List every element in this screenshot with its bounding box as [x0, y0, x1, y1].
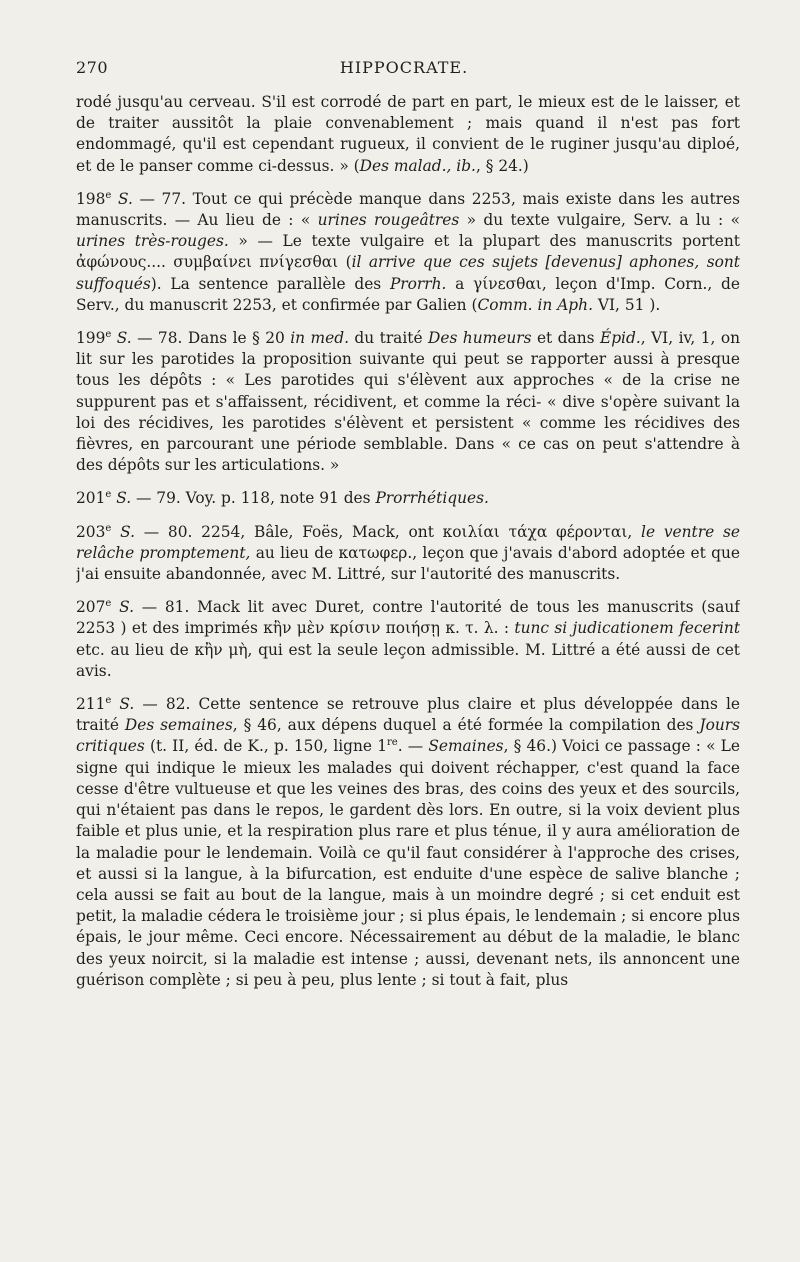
text-run: — 82. Cette sentence se retrouve plus claire et plus développée dans le traité — [76, 695, 740, 735]
paragraph — [76, 597, 740, 682]
paragraph — [76, 488, 740, 509]
superscript: e — [105, 328, 112, 340]
text-run: 199 — [76, 329, 106, 348]
running-title: HIPPOCRATE. — [339, 58, 469, 77]
text-run: et dans — [531, 329, 600, 348]
superscript: re — [387, 737, 398, 749]
page-number: 270 — [76, 58, 109, 77]
italic-text: S. — [117, 189, 133, 208]
italic-text: Des humeurs — [428, 329, 532, 348]
text-run: au lieu de κατωφερ., leçon que j'avais d'abord adoptée et que j'ai ensuite abandonnée, avec M. Littré, sur l'autorité des manuscrits. — [76, 543, 740, 584]
paragraph — [76, 522, 740, 586]
text-run: ). La sentence parallèle des — [150, 274, 390, 293]
italic-text: le ventre se relâche promptement, — [76, 522, 740, 562]
text-run: — 77. Tout ce qui précède manque dans 2253, mais existe dans les autres manuscrits. — Au lieu de : « — [76, 189, 740, 230]
paragraph — [76, 189, 740, 316]
text-run: , § 46, aux dépens duquel a été formée la compilation des — [232, 716, 700, 735]
italic-text: S. — [119, 598, 134, 617]
text-run: du traité — [348, 329, 429, 348]
text-run: rodé jusqu'au cerveau. S'il est corrodé de part en part, le mieux est de le laisser, et de traiter aussitôt la plaie convenablement ; mais quand il n'est pas fort endommagé, qu'il est cependant rugueux, il convient de le ruginer jusqu'au diploé, et de le panser comme ci-dessus. » ( — [76, 93, 740, 175]
italic-text: Des malad., ib. — [359, 156, 476, 175]
italic-text: il arrive que ces sujets [devenus] aphones, sont suffoqués — [76, 253, 740, 293]
paragraph — [76, 92, 740, 177]
italic-text: Comm. in Aph. — [477, 295, 593, 314]
italic-text: Des semaines — [124, 716, 233, 735]
italic-text: S. — [119, 695, 135, 714]
superscript: e — [105, 489, 112, 501]
text-run: 198 — [76, 189, 106, 208]
superscript: e — [105, 598, 112, 610]
italic-text: Épid. — [599, 329, 641, 348]
italic-text: Jours critiques — [76, 716, 740, 756]
text-run: , § 24.) — [475, 156, 529, 175]
text-run: — 78. Dans le § 20 — [131, 329, 291, 348]
text-run: (t. II, éd. de K., p. 150, ligne 1 — [144, 737, 387, 756]
text-run — [111, 190, 118, 208]
text-run: , VI, iv, 1, on lit sur les parotides la proposition suivante qui peut se rapporter aussi à presque tous les dépôts : « Les parotides qui s'élèvent aux approches « de la crise ne suppurent pas et s'affaissent, récidivent, et comme la réci- « dive s'opère suivant la loi des récidives, les parotides s'élèvent et persistent « comme les récidives des fièvres, en parcourant une période semblable. Dans « ce cas on peut s'attendre à des dépôts sur les articulations. » — [76, 329, 740, 475]
body-text — [76, 92, 740, 991]
superscript: e — [105, 522, 112, 534]
italic-text: urines rougeâtres — [317, 211, 460, 230]
italic-text: Semaines — [428, 737, 504, 756]
paragraph — [76, 694, 740, 991]
italic-text: in med. — [290, 329, 349, 348]
italic-text: urines très-rouges. — [76, 232, 229, 251]
paragraph — [76, 328, 740, 476]
text-run: — 79. Voy. p. 118, note 91 des — [131, 489, 376, 508]
italic-text: S. — [116, 329, 132, 348]
text-run: » — Le texte vulgaire et la plupart des manuscrits portent ἀφώνους.... συμβαίνει πνίγεσθαι ( — [76, 232, 740, 272]
text-run: 207 — [76, 598, 106, 617]
text-run: VI, 51 ). — [592, 295, 661, 314]
italic-text: Prorrhétiques. — [375, 489, 489, 508]
italic-text: S. — [116, 489, 132, 508]
superscript: e — [105, 189, 112, 201]
text-run: » du texte vulgaire, Serv. a lu : « — [459, 211, 740, 230]
text-run: 211 — [76, 695, 106, 714]
running-head — [76, 58, 740, 82]
text-run: etc. au lieu de κἢν μὴ, qui est la seule leçon admissible. M. Littré a été aussi de cet avis. — [76, 640, 740, 680]
text-run: , § 46.) Voici ce passage : « Le signe qui indique le mieux les malades qui doivent réchapper, c'est quand la face cesse d'être vultueuse et que les veines des bras, des coins des yeux et des sourcils, qui n'étaient pas dans le repos, le gardent dès lors. En outre, si la voix devient plus faible et plus unie, et la respiration plus rare et plus ténue, il y aura amélioration de la maladie pour le lendemain. Voilà ce qu'il faut considérer à l'approche des crises, et aussi si la langue, à la bifurcation, est enduite d'une espèce de salive blanche ; cela aussi se fait au bout de la langue, mais à un moindre degré ; si cet enduit est petit, la maladie cédera le troisième jour ; si plus épais, le lendemain ; si encore plus épais, le jour même. Ceci encore. Nécessairement au début de la maladie, le blanc des yeux noircit, si la maladie est intense ; aussi, devenant nets, ils annoncent une guérison complète ; si peu à peu, plus lente ; si tout à fait, plus — [76, 737, 740, 989]
text-run: — 81. Mack lit avec Duret, contre l'autorité de tous les manuscrits (sauf 2253 ) et des imprimés κἢν μὲν κρίσιν ποιήσῃ κ. τ. λ. : — [76, 598, 740, 638]
text-run: . — — [397, 737, 429, 756]
text-run: a γίνεσθαι, leçon d'Imp. Corn., de Serv., du manuscrit 2253, et confirmée par Galien ( — [76, 274, 740, 314]
italic-text: tunc si judicationem fecerint — [514, 619, 740, 638]
text-run — [111, 598, 119, 616]
text-run: 203 — [76, 522, 106, 541]
text-run: — 80. 2254, Bâle, Foës, Mack, ont κοιλίαι τάχα φέρονται, — [134, 522, 642, 541]
book-page — [76, 58, 740, 1248]
superscript: e — [105, 694, 112, 706]
italic-text: Prorrh. — [389, 274, 447, 293]
italic-text: S. — [120, 522, 135, 541]
text-run: 201 — [76, 489, 106, 508]
text-run — [111, 523, 120, 541]
